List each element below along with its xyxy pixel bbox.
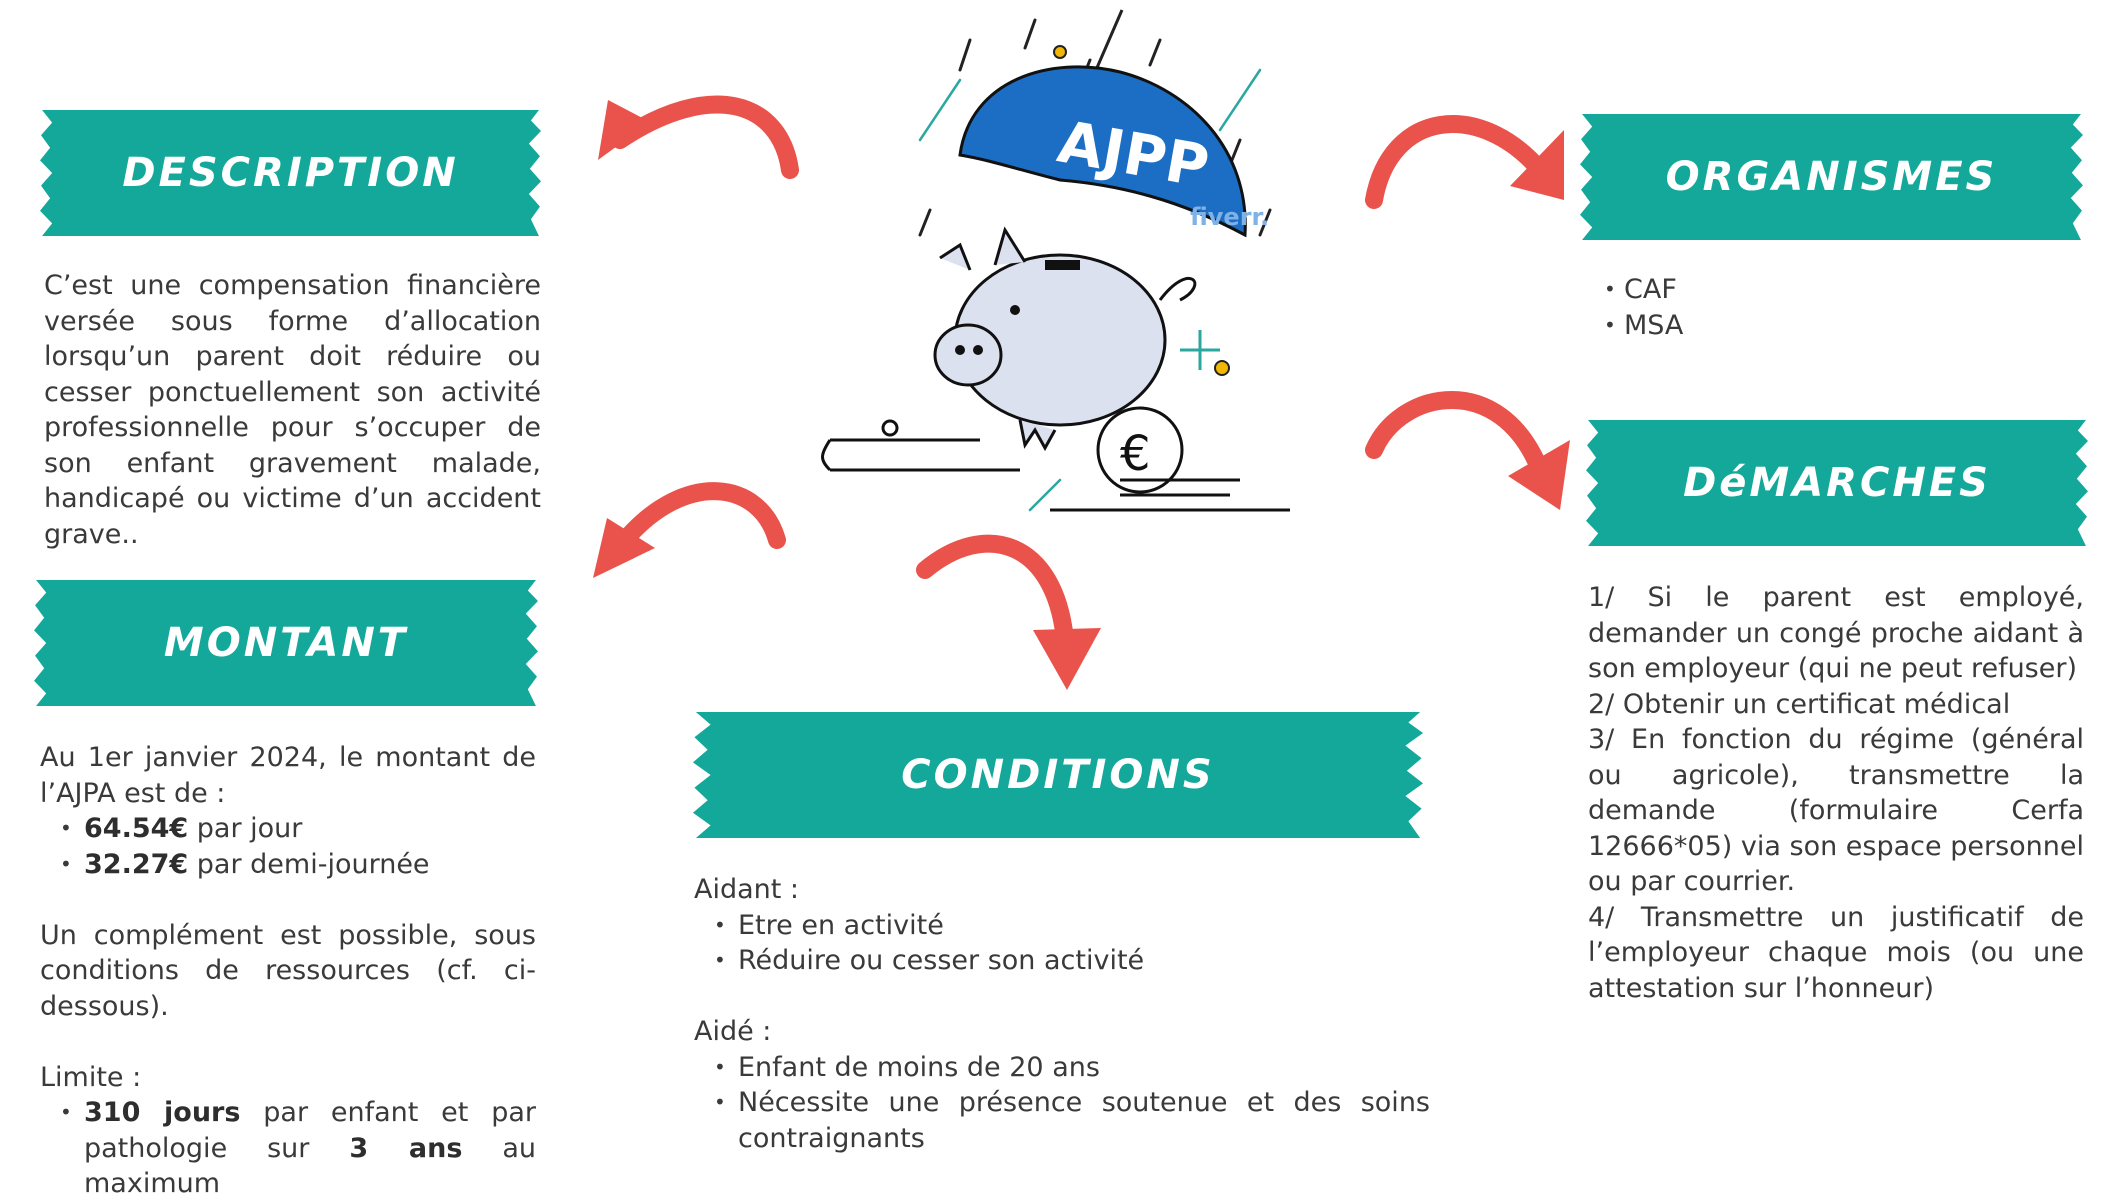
aide-item-1: • Enfant de moins de 20 ans bbox=[694, 1050, 1430, 1086]
arrow-to-conditions bbox=[915, 530, 1135, 700]
conditions-banner bbox=[690, 712, 1426, 838]
organismes-text bbox=[1584, 272, 2074, 343]
demarche-step-3: 3/ En fonction du régime (général ou agricole), transmettre la demande (formulaire Cerfa 12666*05) via son espace personnel ou par courrier. bbox=[1588, 724, 2084, 897]
demarche-step-4: 4/ Transmettre un justificatif de l’employeur chaque mois (ou une attestation sur l’honneur) bbox=[1588, 901, 2084, 1004]
demarches-banner bbox=[1584, 420, 2090, 546]
svg-text:€: € bbox=[1120, 426, 1151, 482]
montant-list bbox=[40, 811, 536, 882]
arrow-to-montant bbox=[585, 460, 795, 590]
organismes-banner bbox=[1578, 114, 2085, 240]
montant-intro: Au 1er janvier 2024, le montant de l’AJPA est de : bbox=[40, 742, 536, 809]
arrow-to-organismes bbox=[1360, 90, 1580, 220]
conditions-title: CONDITIONS bbox=[901, 752, 1215, 798]
conditions-text bbox=[694, 872, 1430, 1156]
organisme-item-msa: • MSA bbox=[1584, 308, 2074, 344]
aide-label: Aidé : bbox=[694, 1016, 772, 1047]
arrow-to-description bbox=[590, 60, 810, 180]
montant-item-1-bold: 64.54€ bbox=[84, 813, 189, 844]
montant-banner bbox=[32, 580, 540, 706]
montant-item-2-text: par demi-journée bbox=[188, 848, 430, 880]
description-banner bbox=[38, 110, 543, 236]
montant-text bbox=[40, 740, 536, 1202]
pig-snout bbox=[935, 325, 1001, 385]
description-title: DESCRIPTION bbox=[122, 150, 459, 196]
limite-end: au maximum bbox=[84, 1132, 537, 1199]
montant-limite-list bbox=[40, 1095, 536, 1202]
limite-mid: par enfant et par pathologie sur bbox=[84, 1097, 536, 1164]
aidant-item-1: • Etre en activité bbox=[694, 908, 1430, 944]
demarches-title: DéMARCHES bbox=[1683, 460, 1991, 506]
umbrella-label: AJPP bbox=[1052, 107, 1214, 201]
organismes-title: ORGANISMES bbox=[1665, 154, 1998, 200]
montant-complement: Un complément est possible, sous conditions de ressources (cf. ci-dessous). bbox=[40, 919, 536, 1022]
montant-item-2 bbox=[40, 847, 536, 883]
montant-title: MONTANT bbox=[163, 620, 409, 666]
montant-item-1 bbox=[40, 811, 536, 847]
montant-item-1-text: par jour bbox=[188, 813, 303, 844]
montant-item-2-bold: 32.27€ bbox=[84, 848, 189, 880]
demarches-text bbox=[1588, 580, 2084, 1006]
aide-item-2: • Nécessite une présence soutenue et des soins contraignants bbox=[694, 1085, 1430, 1156]
limite-days: 310 jours bbox=[84, 1097, 241, 1128]
description-text: C’est une compensation financière versée sous forme d’allocation lorsqu’un parent doit réduire ou cesser ponctuellement son activité professionnelle pour s’occuper de son enfant gravement malade, handicapé ou victime d’un accident grave.. bbox=[44, 270, 541, 550]
aidant-label: Aidant : bbox=[694, 874, 800, 905]
montant-limite-item bbox=[40, 1095, 536, 1202]
demarche-step-1: 1/ Si le parent est employé, demander un congé proche aidant à son employeur (qui ne peut refuser) bbox=[1588, 582, 2084, 684]
aide-list bbox=[694, 1050, 1430, 1157]
montant-limite-label: Limite : bbox=[40, 1061, 142, 1093]
demarche-step-2: 2/ Obtenir un certificat médical bbox=[1588, 688, 2011, 720]
organisme-item-caf: • CAF bbox=[1584, 272, 2074, 308]
organismes-list bbox=[1584, 272, 2074, 343]
limite-years: 3 ans bbox=[349, 1132, 463, 1164]
watermark: fiverr. bbox=[1190, 203, 1270, 231]
ajpp-piggy-umbrella-illustration bbox=[820, 0, 1300, 520]
arrow-to-demarches bbox=[1360, 380, 1580, 520]
aidant-item-2: • Réduire ou cesser son activité bbox=[694, 943, 1430, 979]
aidant-list bbox=[694, 908, 1430, 979]
